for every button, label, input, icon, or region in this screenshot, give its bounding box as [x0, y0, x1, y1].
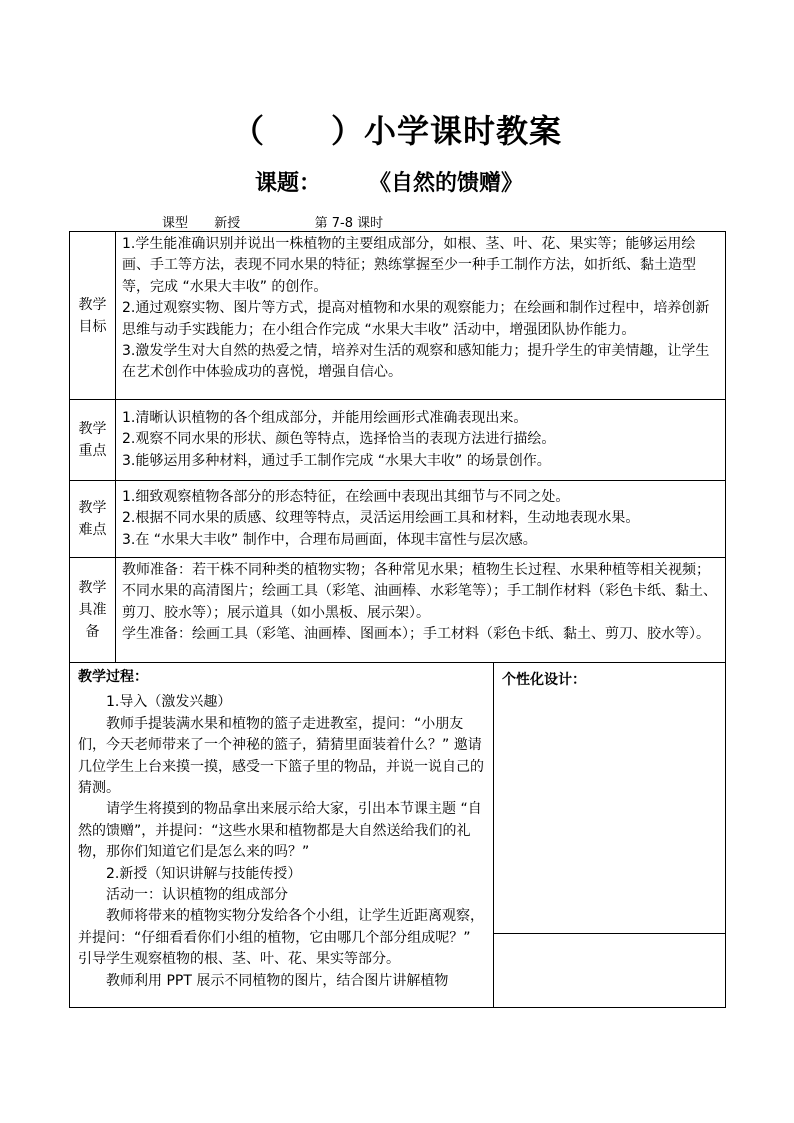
goals-row [70, 232, 726, 400]
personal-design-heading: 个性化设计： [502, 672, 586, 688]
difficulty-item: 3.在 “水果大丰收” 制作中，合理布局画面，体现丰富性与层次感。 [122, 531, 537, 548]
key-point-item: 2.观察不同水果的形状、颜色等特点，选择恰当的表现方法进行描绘。 [122, 431, 556, 448]
lesson-meta [162, 212, 383, 231]
goal-item: 2.通过观察实物、图片等方式，提高对植物和水果的观察能力；在绘画和制作过程中，培养创新思维与动手实践能力；在小组合作完成 “水果大丰收” 活动中，增强团队协作能力。 [122, 300, 710, 338]
subject-label: 课题： [255, 171, 322, 196]
preparation-item: 教师准备：若干株不同种类的植物实物；各种常见水果；植物生长过程、水果种植等相关视频；不同水果的高清图片；绘画工具（彩笔、油画棒、水彩笔等）；手工制作材料（彩色卡纸、黏土、剪刀、胶水等）；展示道具（如小黑板、展示架）。 [122, 562, 717, 621]
process-paragraph: 2.新授（知识讲解与技能传授） [106, 865, 302, 882]
preparation-content [116, 558, 726, 663]
page-title: （ ）小学课时教案 [231, 112, 562, 150]
process-paragraph: 教师手提装满水果和植物的篮子走进教室，提问：“小朋友们，今天老师带来了一个神秘的篮子，猜猜里面装着什么？” 邀请几位学生上台来摸一摸，感受一下篮子里的物品，并说一说自己的猜测。 [78, 715, 484, 797]
preparation-item: 学生准备：绘画工具（彩笔、油画棒、图画本）；手工材料（彩色卡纸、黏土、剪刀、胶水等）。 [122, 626, 710, 643]
goals-content [116, 232, 726, 400]
process-row [70, 663, 726, 1008]
personal-design-box [494, 933, 725, 1004]
difficulties-label: 教学 难点 [70, 481, 116, 558]
preparation-label: 教学 具准 备 [70, 558, 116, 663]
process-paragraph: 教师利用 PPT 展示不同植物的图片，结合图片讲解植物 [106, 972, 449, 989]
preparation-row [70, 558, 726, 663]
process-paragraph: 请学生将摸到的物品拿出来展示给大家，引出本节课主题 “自然的馈赠”，并提问：“这些水果和植物都是大自然送给我们的礼物，那你们知道它们是怎么来的吗？” [78, 801, 482, 861]
key-point-item: 1.清晰认识植物的各个组成部分，并能用绘画形式准确表现出来。 [122, 410, 528, 426]
subject-title: 《自然的馈赠》 [369, 171, 524, 196]
type-label: 课型 [162, 216, 189, 231]
lesson-plan-table [69, 231, 726, 1008]
personal-design-cell [494, 663, 726, 1008]
process-paragraph: 教师将带来的植物实物分发给各个小组，让学生近距离观察，并提问：“仔细看看你们小组的植物，它由哪几个部分组成呢？” 引导学生观察植物的根、茎、叶、花、果实等部分。 [78, 908, 484, 968]
goal-item: 1.学生能准确识别并说出一株植物的主要组成部分，如根、茎、叶、花、果实等；能够运用绘画、手工等方法，表现不同水果的特征；熟练掌握至少一种手工制作方法，如折纸、黏土造型等，完成 “水果大丰收” 的创作。 [122, 236, 696, 295]
period-label: 第 7-8 课时 [314, 216, 384, 231]
difficulties-row [70, 481, 726, 558]
process-paragraph: 1.导入（激发兴趣） [106, 694, 232, 711]
difficulty-item: 2.根据不同水果的质感、纹理等特点，灵活运用绘画工具和材料，生动地表现水果。 [122, 510, 640, 527]
process-heading: 教学过程： [78, 669, 148, 685]
goal-item: 3.激发学生对大自然的热爱之情，培养对生活的观察和感知能力；提升学生的审美情趣，让学生在艺术创作中体验成功的喜悦，增强自信心。 [122, 343, 710, 381]
type-value: 新授 [214, 216, 241, 231]
key-point-item: 3.能够运用多种材料，通过手工制作完成 “水果大丰收” 的场景创作。 [122, 452, 551, 469]
lesson-subject [255, 166, 523, 197]
goals-label: 教学 目标 [70, 232, 116, 400]
key-points-label: 教学 重点 [70, 400, 116, 481]
difficulty-item: 1.细致观察植物各部分的形态特征，在绘画中表现出其细节与不同之处。 [122, 489, 570, 505]
key-points-row [70, 400, 726, 481]
key-points-content [116, 400, 726, 481]
process-paragraph: 活动一：认识植物的组成部分 [106, 887, 288, 904]
difficulties-content [116, 481, 726, 558]
process-content [70, 663, 494, 1008]
